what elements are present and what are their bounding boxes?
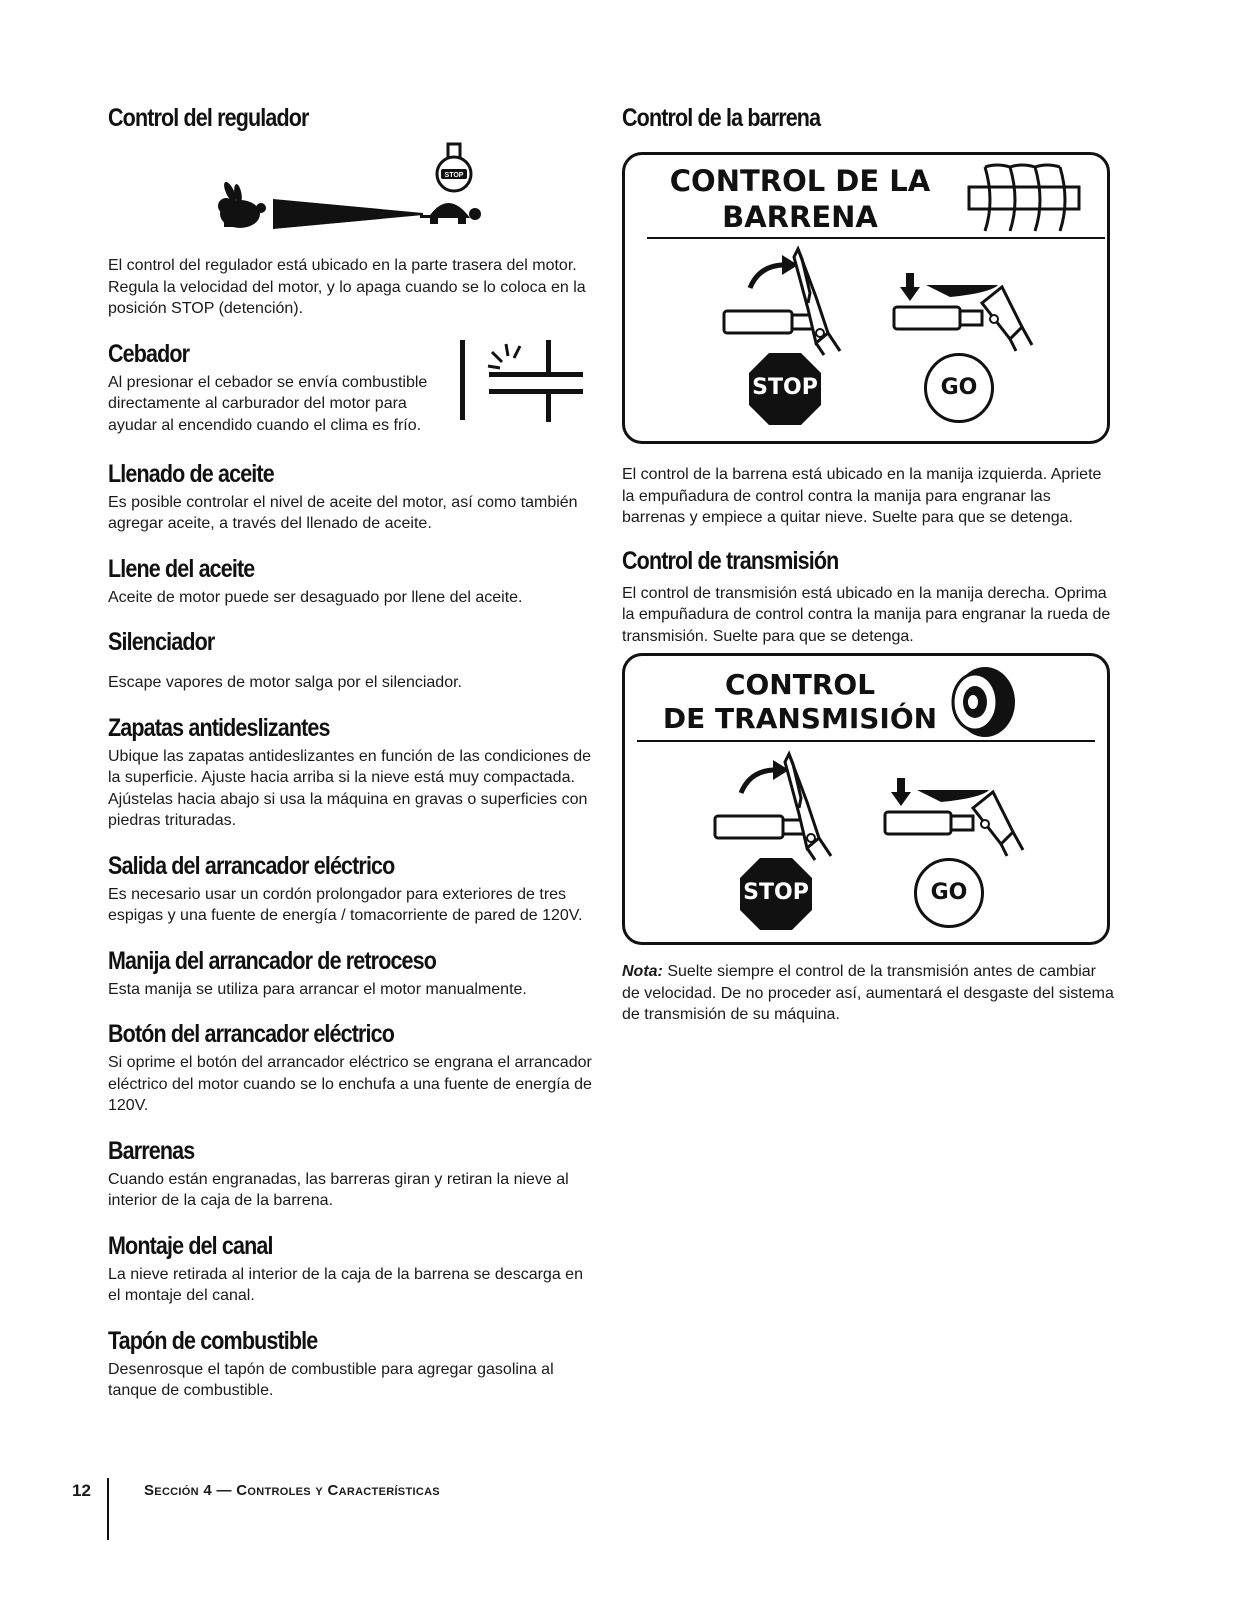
body-llene-aceite: Aceite de motor puede ser desaguado por llene del aceite. [108, 588, 523, 606]
auger-stop-sign [747, 351, 823, 427]
auger-decal-title-line1: CONTROL DE LA [669, 164, 931, 198]
section-zapatas [108, 710, 593, 832]
auger-decal-title [625, 163, 975, 235]
drive-decal-title-line1: CONTROL [724, 668, 876, 701]
drive-go-sign [914, 858, 984, 928]
section-manija-retroceso [108, 943, 593, 1001]
drive-decal-divider [637, 740, 1095, 742]
auger-control-decal [622, 152, 1110, 444]
spray-icon [488, 344, 520, 368]
body-llenado-aceite: Es posible controlar el nivel de aceite del motor, así como también agregar aceite, a través del llenado de aceite. [108, 493, 578, 532]
heading-transmision: Control de transmisión [622, 546, 839, 575]
drive-lever-engaged-icon [881, 748, 1031, 863]
body-boton-arrancador: Si oprime el botón del arrancador eléctrico se engrana el arrancador eléctrico del motor cuando se lo enchufa a una fuente de energía de 120V. [108, 1054, 592, 1114]
footer-section-title: Sección 4 — Controles y Características [144, 1482, 440, 1499]
section-tapon [108, 1323, 593, 1402]
note-body: Suelte siempre el control de la transmisión antes de cambiar de velocidad. De no proceder así, aumentará el desgaste del sistema de transmisión de su máquina. [622, 963, 1114, 1023]
stop-bulb-text: STOP [444, 172, 464, 179]
body-silenciador: Escape vapores de motor salga por el silenciador. [108, 674, 462, 691]
heading-salida-arrancador: Salida del arrancador eléctrico [108, 851, 395, 880]
drive-decal-title-line2: DE TRANSMISIÓN [662, 702, 938, 735]
auger-go-text: GO [940, 375, 978, 400]
section-silenciador [108, 624, 593, 694]
page-number: 12 [72, 1481, 91, 1500]
drive-go-text: GO [930, 880, 968, 905]
heading-llene-aceite: Llene del aceite [108, 554, 255, 583]
heading-boton-arrancador: Botón del arrancador eléctrico [108, 1020, 395, 1048]
section-boton-arrancador [108, 1016, 593, 1117]
right-column [622, 100, 1117, 1026]
rabbit-icon [218, 180, 266, 228]
body-regulador: El control del regulador está ubicado en la parte trasera del motor. Regula la velocidad del motor, y lo apaga cuando se lo coloca en la posición STOP (detención). [108, 257, 586, 317]
heading-barrena: Control de la barrena [622, 104, 821, 132]
section-barrenas [108, 1133, 593, 1212]
auger-go-sign [924, 353, 994, 423]
lever-engaged-icon [890, 243, 1040, 358]
speed-wedge [273, 199, 423, 229]
throttle-icon [108, 136, 593, 241]
auger-decal-title-line2: BARRENA [722, 200, 878, 234]
body-cebador: Al presionar el cebador se envía combustible directamente al carburador del motor para ayudar al encendido cuando el clima es frío. [108, 373, 428, 434]
turtle-icon [420, 203, 481, 224]
primer-icon [458, 338, 593, 422]
heading-cebador: Cebador [108, 339, 190, 368]
auger-icon [965, 161, 1085, 237]
body-barrenas: Cuando están engranadas, las barreras giran y retiran la nieve al interior de la caja de la barrena. [108, 1170, 569, 1209]
page-footer [0, 1470, 1237, 1550]
section-llenado-aceite [108, 456, 593, 535]
section-llene-aceite [108, 551, 593, 609]
section-barrena [622, 100, 1117, 529]
wheel-icon [947, 664, 1017, 740]
section-regulador [108, 100, 593, 320]
heading-manija-retroceso: Manija del arrancador de retroceso [108, 946, 437, 975]
drive-decal-title [635, 668, 965, 736]
heading-llenado-aceite: Llenado de aceite [108, 459, 274, 488]
section-montaje-canal [108, 1228, 593, 1307]
heading-regulador: Control del regulador [108, 104, 309, 132]
drive-stop-text: STOP [743, 880, 809, 905]
auger-decal-divider [647, 237, 1105, 239]
heading-tapon: Tapón de combustible [108, 1326, 318, 1355]
left-column [108, 100, 593, 1418]
section-salida-arrancador [108, 848, 593, 927]
lever-released-icon [720, 243, 870, 358]
drive-stop-sign [738, 856, 814, 932]
heading-barrenas: Barrenas [108, 1136, 195, 1165]
section-transmision [622, 543, 1117, 1026]
section-cebador [108, 336, 593, 446]
body-salida-arrancador: Es necesario usar un cordón prolongador para exteriores de tres espigas y una fuente de energía / tomacorriente de pared de 120V. [108, 885, 583, 924]
note [622, 961, 1117, 1026]
body-barrena: El control de la barrena está ubicado en la manija izquierda. Apriete la empuñadura de control contra la manija para engranar las barrenas y empiece a quitar nieve. Suelte para que se detenga. [622, 466, 1102, 526]
heading-montaje-canal: Montaje del canal [108, 1231, 273, 1260]
body-transmision: El control de transmisión está ubicado en la manija derecha. Oprima la empuñadura de control contra la manija para engranar la rueda de transmisión. Suelte para que se detenga. [622, 584, 1111, 645]
body-tapon: Desenrosque el tapón de combustible para agregar gasolina al tanque de combustible. [108, 1360, 554, 1399]
heading-zapatas: Zapatas antideslizantes [108, 713, 330, 742]
note-label: Nota: [622, 963, 663, 980]
heading-silenciador: Silenciador [108, 628, 215, 656]
body-manija-retroceso: Esta manija se utiliza para arrancar el motor manualmente. [108, 980, 527, 998]
footer-rule [107, 1478, 109, 1540]
drive-lever-released-icon [711, 748, 861, 863]
stop-bulb-icon [437, 144, 471, 191]
body-montaje-canal: La nieve retirada al interior de la caja de la barrena se descarga en el montaje del canal. [108, 1265, 583, 1304]
drive-control-decal [622, 653, 1110, 945]
body-zapatas: Ubique las zapatas antideslizantes en función de las condiciones de la superficie. Ajuste hacia arriba si la nieve está muy compactada. Ajústelas hacia abajo si usa la máquina en gravas o superficies con piedras trituradas. [108, 747, 591, 829]
auger-stop-text: STOP [752, 375, 818, 400]
